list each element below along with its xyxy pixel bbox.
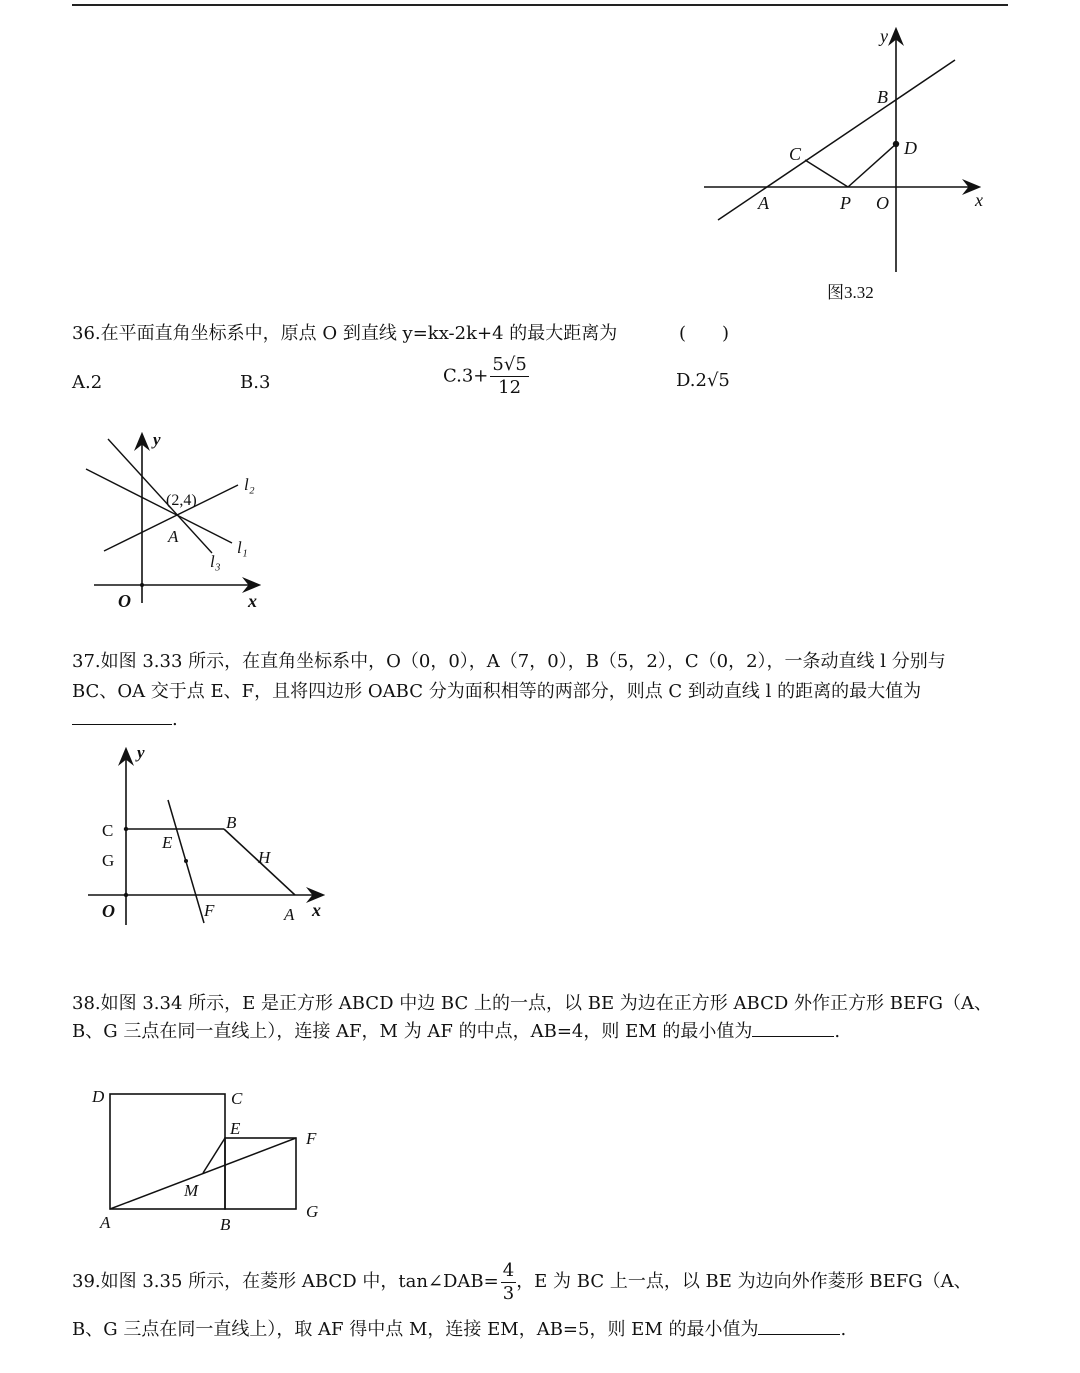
point-d: [893, 141, 899, 147]
question-38-line-2: [72, 1016, 840, 1048]
segment-pd: [848, 144, 896, 187]
period: .: [840, 1319, 847, 1340]
label-c: C: [789, 144, 802, 164]
figure-q36-lines: [80, 425, 280, 620]
label-d: D: [92, 1087, 105, 1106]
figure-caption: 图3.32: [827, 283, 874, 302]
period: .: [834, 1021, 841, 1042]
question-39-text-a: 39.如图 3.35 所示，在菱形 ABCD 中，tan∠DAB=: [72, 1271, 499, 1292]
segment-af: [110, 1138, 296, 1209]
fraction-denominator: 3: [502, 1282, 515, 1304]
label-l2: l₂: [244, 475, 255, 494]
option-c: [443, 354, 529, 399]
label-c: C: [231, 1089, 243, 1108]
label-x: x: [312, 900, 321, 920]
line-ab: [718, 60, 955, 220]
label-y: y: [137, 743, 145, 762]
label-m: M: [184, 1181, 199, 1200]
label-d: D: [904, 138, 917, 158]
label-f: F: [204, 901, 215, 920]
option-c-fraction: [490, 354, 528, 399]
label-c: C: [102, 821, 114, 840]
label-y: y: [153, 430, 161, 449]
question-39-line-1: [72, 1254, 972, 1310]
label-b: B: [877, 87, 888, 107]
segment-cp: [805, 160, 848, 187]
question-39-text: B、G 三点在同一直线上），取 AF 得中点 M，连接 EM，AB=5，则 EM 的最小值为: [72, 1319, 759, 1340]
label-a: A: [758, 193, 769, 213]
question-37-line-1: 37.如图 3.33 所示，在直角坐标系中，O（0，0），A（7，0），B（5，2），C（0，2），一条动直线 l 分别与: [72, 651, 946, 672]
label-o: O: [102, 901, 115, 921]
question-38-line-1: 38.如图 3.34 所示，E 是正方形 ABCD 中边 BC 上的一点，以 BE 为边在正方形 ABCD 外作正方形 BEFG（A、: [72, 993, 992, 1014]
question-37-line-3: [72, 704, 178, 736]
question-39-line-2: [72, 1314, 846, 1346]
figure-3-33: [80, 740, 340, 935]
question-36-text: 36.在平面直角坐标系中，原点 O 到直线 y=kx-2k+4 的最大距离为: [72, 323, 618, 344]
label-l3: l₃: [210, 552, 221, 571]
option-d: D.2√5: [676, 370, 730, 391]
option-c-prefix: C.3+: [443, 365, 489, 387]
label-x: x: [248, 591, 257, 611]
option-b: B.3: [240, 372, 271, 393]
label-y: y: [880, 26, 888, 46]
square-abcd: [110, 1094, 225, 1209]
question-36: [72, 318, 729, 350]
question-39-text-b: ，E 为 BC 上一点，以 BE 为边向外作菱形 BEFG（A、: [516, 1271, 972, 1292]
option-a: A.2: [72, 372, 103, 393]
question-37-line-2: BC、OA 交于点 E、F，且将四边形 OABC 分为面积相等的两部分，则点 C 到动直线 l 的距离的最大值为: [72, 681, 922, 702]
origin-dot: [140, 583, 144, 587]
label-point: (2,4): [166, 492, 197, 509]
label-g: G: [102, 851, 115, 870]
label-e: E: [162, 833, 173, 852]
point-o: [124, 893, 128, 897]
label-e: E: [230, 1119, 241, 1138]
label-l1: l₁: [237, 538, 248, 557]
fraction-numerator: 5√5: [492, 354, 527, 375]
label-b: B: [226, 813, 237, 832]
tan-fraction: [501, 1260, 516, 1305]
segment-em: [203, 1138, 225, 1173]
midpoint: [184, 859, 188, 863]
top-rule: [72, 4, 1008, 6]
label-h: H: [258, 848, 271, 867]
label-a: A: [168, 527, 179, 546]
answer-blank[interactable]: [758, 1316, 840, 1335]
line-l1: [86, 469, 232, 543]
label-b: B: [220, 1215, 231, 1234]
square-befg: [225, 1138, 296, 1209]
answer-blank[interactable]: [72, 706, 172, 725]
label-x: x: [975, 190, 983, 210]
fraction-numerator: 4: [502, 1259, 515, 1281]
label-o: O: [876, 193, 889, 213]
figure-3-32: [690, 20, 1010, 310]
fraction-denominator: 12: [498, 377, 522, 398]
question-38-text: B、G 三点在同一直线上），连接 AF，M 为 AF 的中点，AB=4，则 EM 的最小值为: [72, 1021, 753, 1042]
label-p: P: [840, 193, 851, 213]
answer-blank[interactable]: [752, 1018, 834, 1037]
label-o: O: [118, 591, 131, 611]
point-c: [124, 827, 128, 831]
period: .: [172, 709, 178, 730]
label-g: G: [306, 1202, 319, 1221]
label-a: A: [100, 1213, 111, 1232]
answer-paren: ( ): [678, 323, 730, 344]
label-f: F: [306, 1129, 317, 1148]
figure-3-34: [86, 1082, 336, 1242]
label-a: A: [284, 905, 295, 924]
